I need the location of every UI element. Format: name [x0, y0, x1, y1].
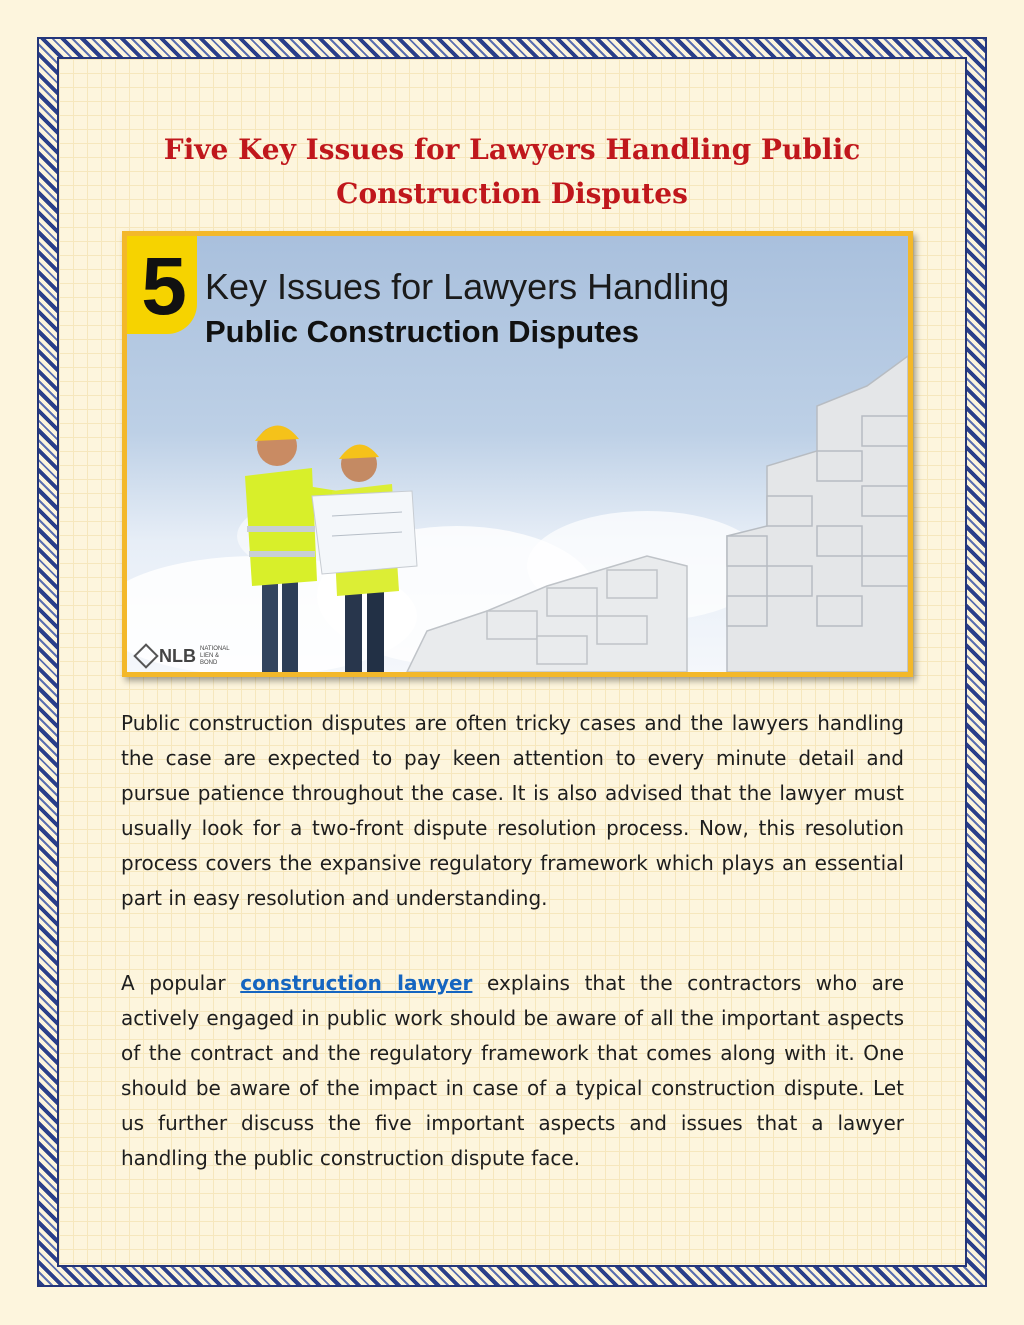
construction-lawyer-link[interactable]: construction lawyer — [240, 971, 473, 995]
paragraph-second — [121, 966, 904, 1176]
hero-image — [122, 231, 913, 677]
document-title: Five Key Issues for Lawyers Handling Public Construction Disputes — [163, 133, 861, 210]
logo-subtext: NATIONAL LIEN & BOND — [200, 645, 230, 666]
hero-heading-line1: Key Issues for Lawyers Handling — [205, 266, 730, 307]
paragraph-intro: Public construction disputes are often tricky cases and the lawyers handling the case are expected to pay keen attention to every minute detail and pursue patience throughout the case. It is also advised that the lawyer must usually look for a two-front dispute resolution process. Now, this resolution process covers the expansive regulatory framework which plays an essential part in easy resolution and understanding. — [121, 711, 904, 910]
paragraph-second-rest: explains that the contractors who are actively engaged in public work should be aware of all the important aspects of the contract and the regulatory framework that comes along with it. One should be aware of the impact in case of a typical construction dispute. Let us further discuss the five important aspects and issues that a lawyer handling the public construction dispute face. — [121, 971, 905, 1170]
paragraph-second-start: A popular — [121, 971, 241, 995]
logo-diamond-icon — [133, 643, 158, 668]
nlb-logo — [137, 644, 230, 668]
hero-heading-line2: Public Construction Disputes — [205, 314, 640, 349]
logo-text: NLB — [159, 645, 196, 666]
hero-number: 5 — [141, 241, 187, 332]
